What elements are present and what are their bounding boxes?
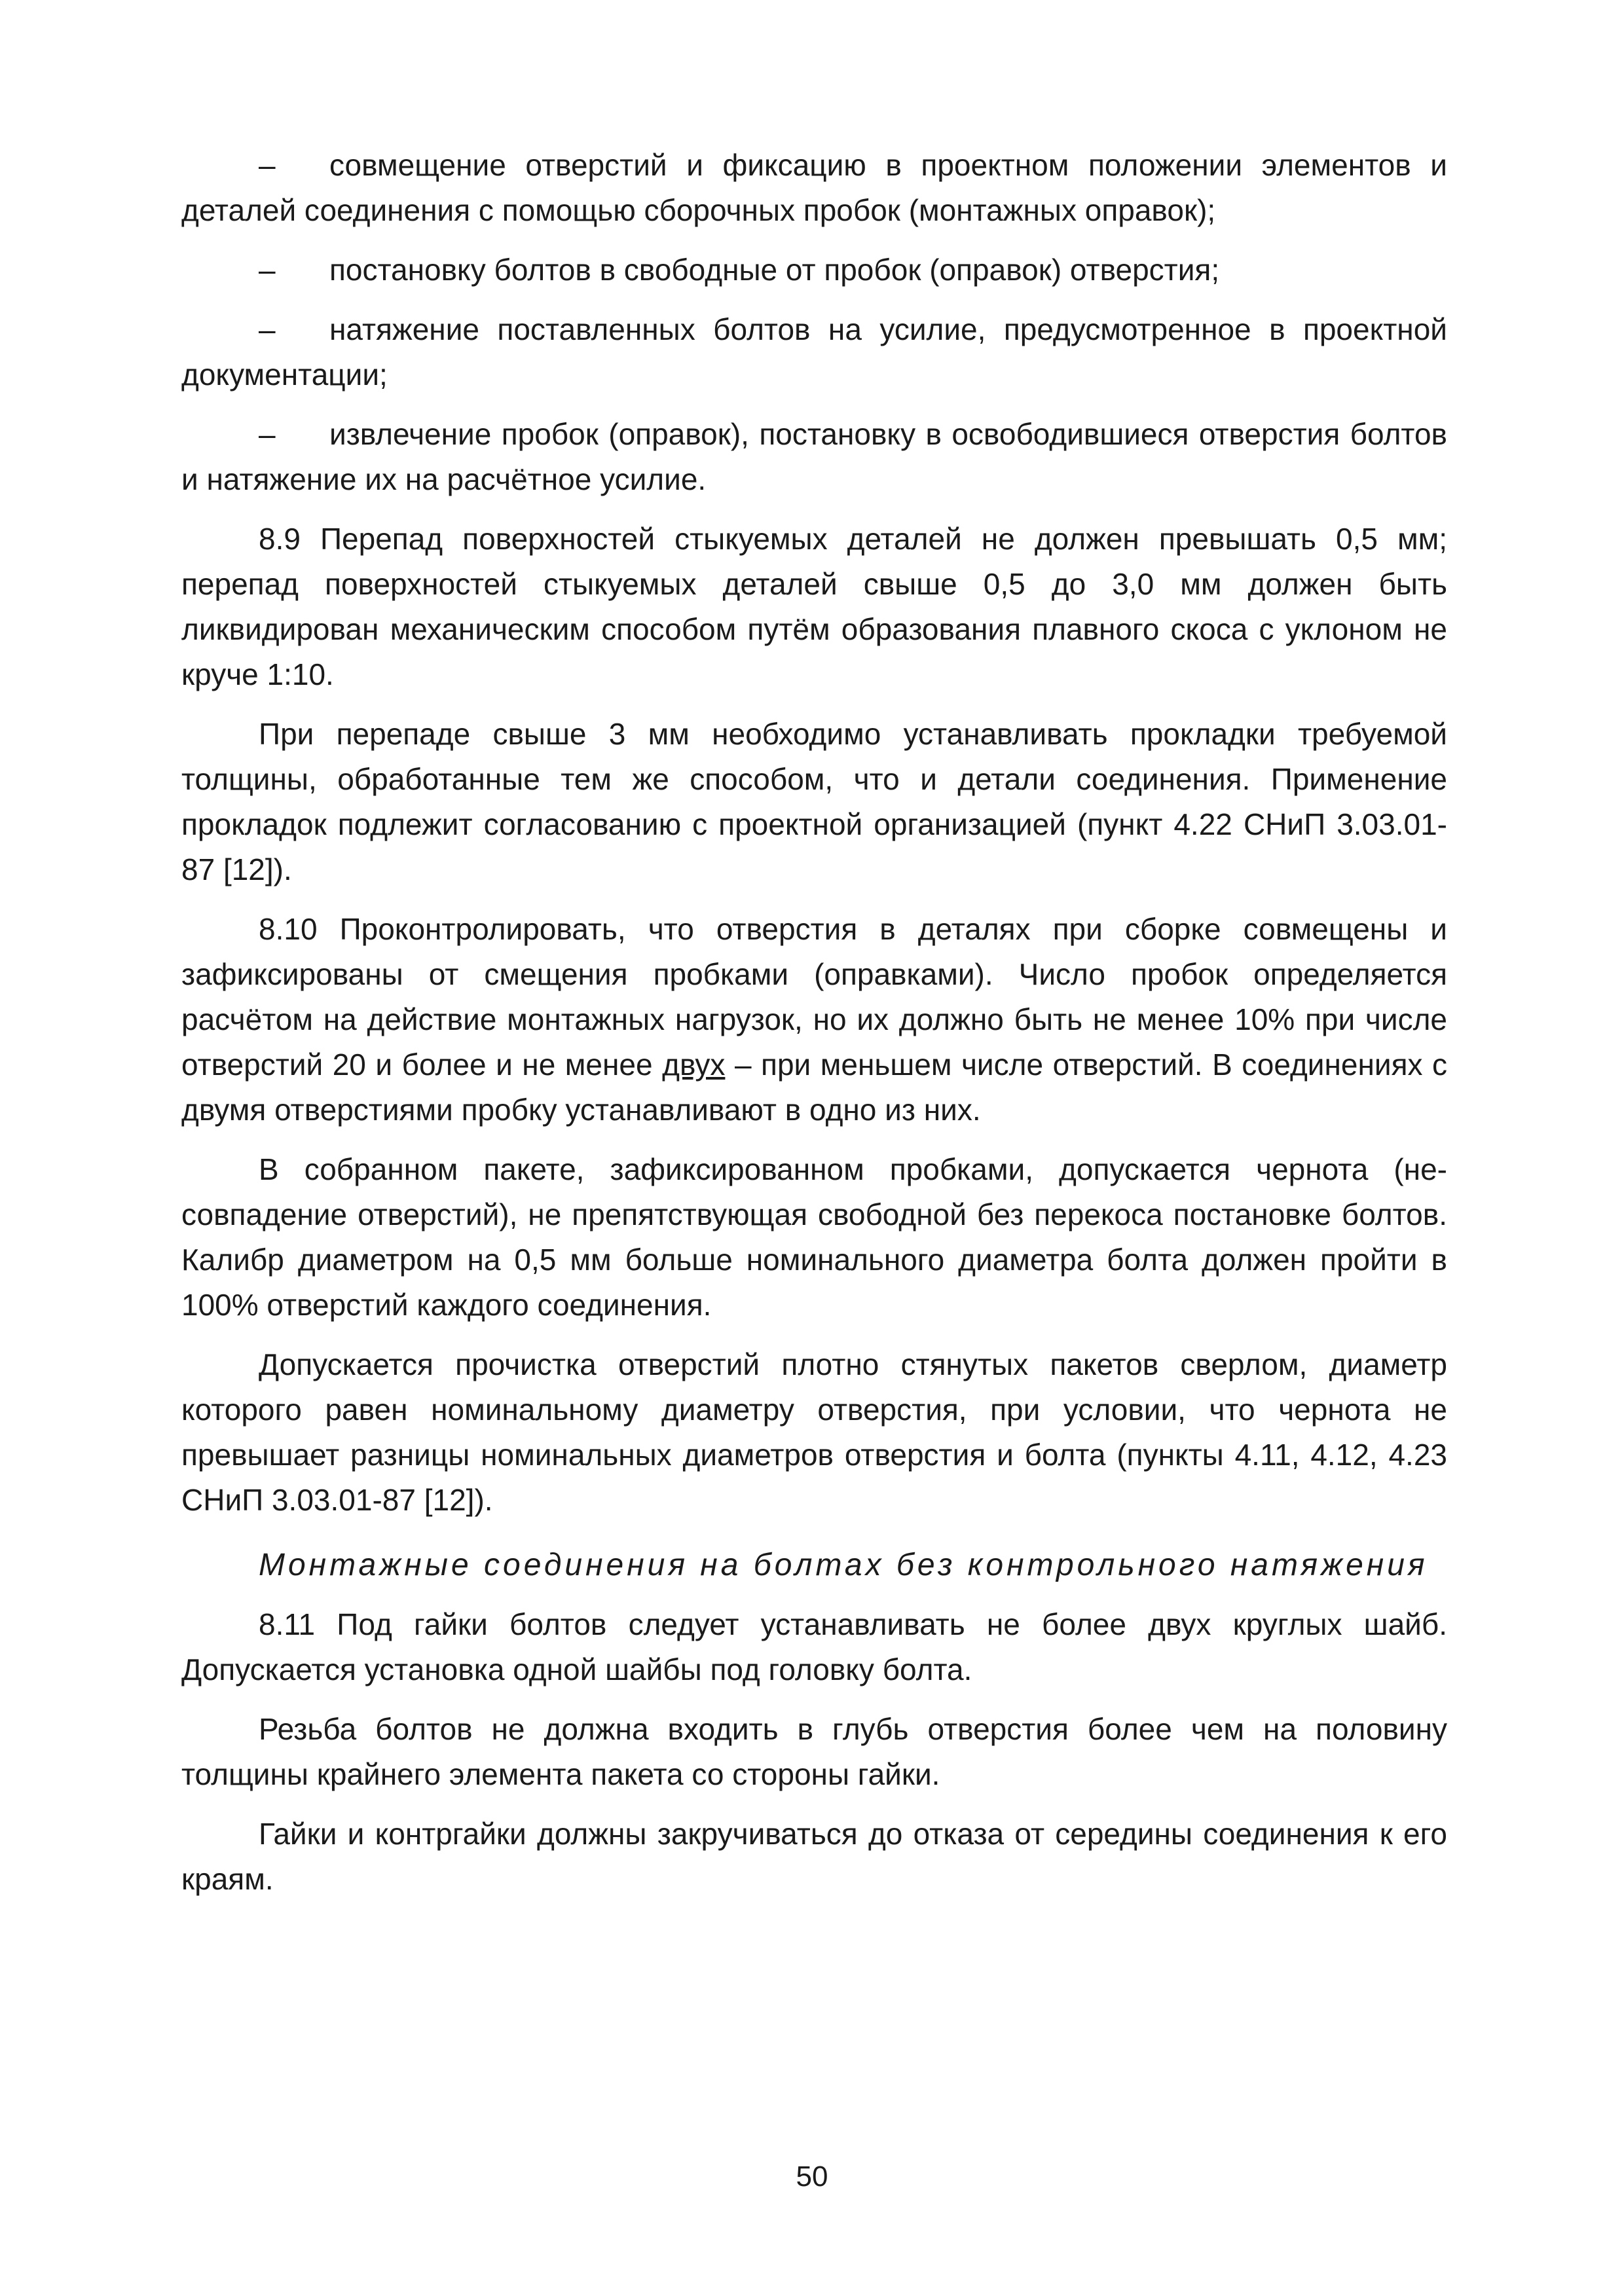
section-heading: Монтажные соединения на болтах без контрольного натяжения bbox=[259, 1548, 1428, 1582]
page-body bbox=[181, 143, 1447, 1916]
paragraph-8-9-shims: При перепаде свыше 3 мм необходимо устанавливать прокладки требуемой толщины, обработанные тем же способом, что и детали соединения. Применение прокладок подлежит согласованию с проектной организацией (пункт 4.22 СНиП 3.03.01-87 [12]). bbox=[181, 717, 1447, 886]
list-item-text: совмещение отверстий и фиксацию в проектном положении элементов и деталей соединения с помощью сборочных пробок (монтажных оправок); bbox=[181, 148, 1447, 227]
paragraph-8-10-assembled-package: В собранном пакете, зафиксированном пробками, допускается чернота (несовпадение отверстий), не препятствующая свободной без перекоса постановке болтов. Калибр диаметром на 0,5 мм больше номинального диаметра болта должен пройти в 100% отверстий каждого соединения. bbox=[181, 1152, 1447, 1322]
list-item-text: постановку болтов в свободные от пробок (оправок) отверстия; bbox=[329, 253, 1220, 287]
list-dash: – bbox=[259, 148, 276, 182]
list-item bbox=[181, 143, 1447, 233]
paragraph-8-10-text-end: – при меньшем числе отверстий. В соединениях с двумя отверстиями пробку устанавливают в одно из них. bbox=[181, 1048, 1448, 1127]
paragraph-8-10-text-start: 8.10 Проконтролировать, что отверстия в деталях при сборке совмещены и зафиксированы от смещения пробками (оправками). Число пробок определяется расчётом на действие монтажных нагрузок, но их должно быть не менее 10% при числе отверстий 20 и более и не менее bbox=[181, 912, 1447, 1082]
list-item-text: извлечение пробок (оправок), постановку в освободившиеся отверстия болтов и натяжение их на расчётное усилие. bbox=[181, 417, 1447, 496]
list-dash: – bbox=[259, 312, 276, 346]
list-item bbox=[181, 307, 1447, 397]
page-number: 50 bbox=[796, 2160, 828, 2193]
paragraph-8-10 bbox=[181, 907, 1447, 1133]
underlined-word: двух bbox=[662, 1048, 726, 1082]
list-dash: – bbox=[259, 253, 276, 287]
paragraph-8-9: 8.9 Перепад поверхностей стыкуемых деталей не должен превышать 0,5 мм; перепад поверхностей стыкуемых деталей свыше 0,5 до 3,0 мм должен быть ликвидирован механическим способом путём образования плавного скоса с уклоном не круче 1:10. bbox=[181, 522, 1447, 691]
paragraph-8-11-nuts: Гайки и контргайки должны закручиваться до отказа от середины соединения к его краям. bbox=[181, 1817, 1447, 1896]
list-item bbox=[181, 412, 1447, 502]
paragraph-8-11: 8.11 Под гайки болтов следует устанавливать не более двух круглых шайб. Допускается установка одной шайбы под головку болта. bbox=[181, 1607, 1447, 1686]
paragraph-8-11-thread: Резьба болтов не должна входить в глубь отверстия более чем на половину толщины крайнего элемента пакета со стороны гайки. bbox=[181, 1712, 1447, 1791]
list-item bbox=[181, 247, 1447, 293]
paragraph-8-10-drilling: Допускается прочистка отверстий плотно стянутых пакетов сверлом, диаметр которого равен номинальному диаметру отверстия, при условии, что чернота не превышает разницы номинальных диаметров отверстия и болта (пункты 4.11, 4.12, 4.23 СНиП 3.03.01-87 [12]). bbox=[181, 1347, 1447, 1517]
list-dash: – bbox=[259, 417, 276, 451]
list-item-text: натяжение поставленных болтов на усилие, предусмотренное в проектной документации; bbox=[181, 312, 1447, 392]
